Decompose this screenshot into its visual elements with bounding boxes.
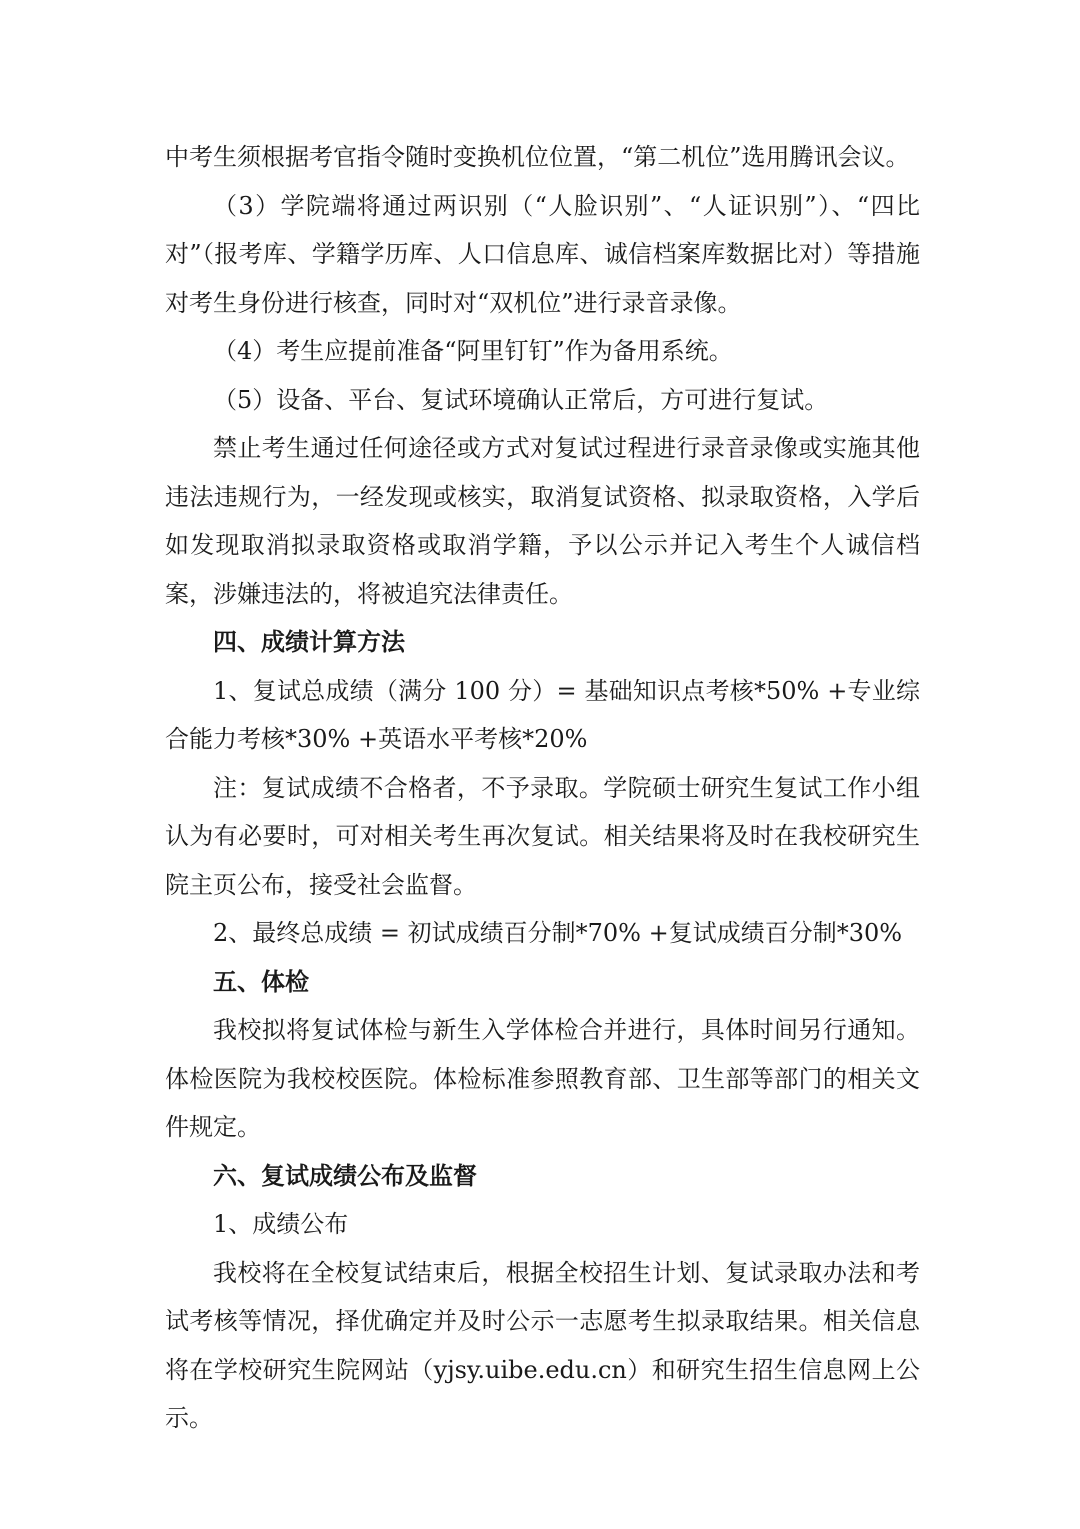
section-heading-score-calculation: 四、成绩计算方法 — [213, 628, 405, 656]
section-heading-results-publication: 六、复试成绩公布及监督 — [213, 1161, 477, 1190]
paragraph-final-score-formula: 2、最终总成绩 = 初试成绩百分制*70% +复试成绩百分制*30% — [213, 919, 903, 947]
section-heading-physical-exam: 五、体检 — [213, 967, 309, 996]
paragraph-identity-verification: （3）学院端将通过两识别（“人脸识别”、“人证识别”）、“四比对”（报考库、学籍学历库、人口信息库、诚信档案库数据比对）等措施对考生身份进行核查，同时对“双机位”进行录音录像。 — [165, 191, 920, 317]
subheading-results-publication: 1、成绩公布 — [213, 1210, 349, 1238]
paragraph-prohibition-notice: 禁止考生通过任何途径或方式对复试过程进行录音录像或实施其他违法违规行为，一经发现或核实，取消复试资格、拟录取资格，入学后如发现取消拟录取资格或取消学籍，予以公示并记入考生个人诚信档案，涉嫌违法的，将被追究法律责任。 — [165, 434, 920, 608]
paragraph-physical-exam: 我校拟将复试体检与新生入学体检合并进行，具体时间另行通知。体检医院为我校校医院。体检标准参照教育部、卫生部等部门的相关文件规定。 — [165, 1016, 920, 1141]
paragraph-retest-score-formula: 1、复试总成绩（满分 100 分）= 基础知识点考核*50% +专业综合能力考核*30% +英语水平考核*20% — [165, 676, 920, 753]
paragraph-environment-check: （5）设备、平台、复试环境确认正常后，方可进行复试。 — [213, 385, 829, 414]
paragraph-camera-position: 中考生须根据考官指令随时变换机位位置，“第二机位”选用腾讯会议。 — [165, 143, 910, 171]
document-body — [165, 133, 920, 1443]
paragraph-results-publication: 我校将在全校复试结束后，根据全校招生计划、复试录取办法和考试考核等情况，择优确定并及时公示一志愿考生拟录取结果。相关信息将在学校研究生院网站（yjsy.uibe.edu.cn）和研究生招生信息网上公示。 — [165, 1258, 920, 1432]
paragraph-backup-system: （4）考生应提前准备“阿里钉钉”作为备用系统。 — [213, 337, 733, 365]
paragraph-score-note: 注：复试成绩不合格者，不予录取。学院硕士研究生复试工作小组认为有必要时，可对相关考生再次复试。相关结果将及时在我校研究生院主页公布，接受社会监督。 — [165, 773, 920, 899]
